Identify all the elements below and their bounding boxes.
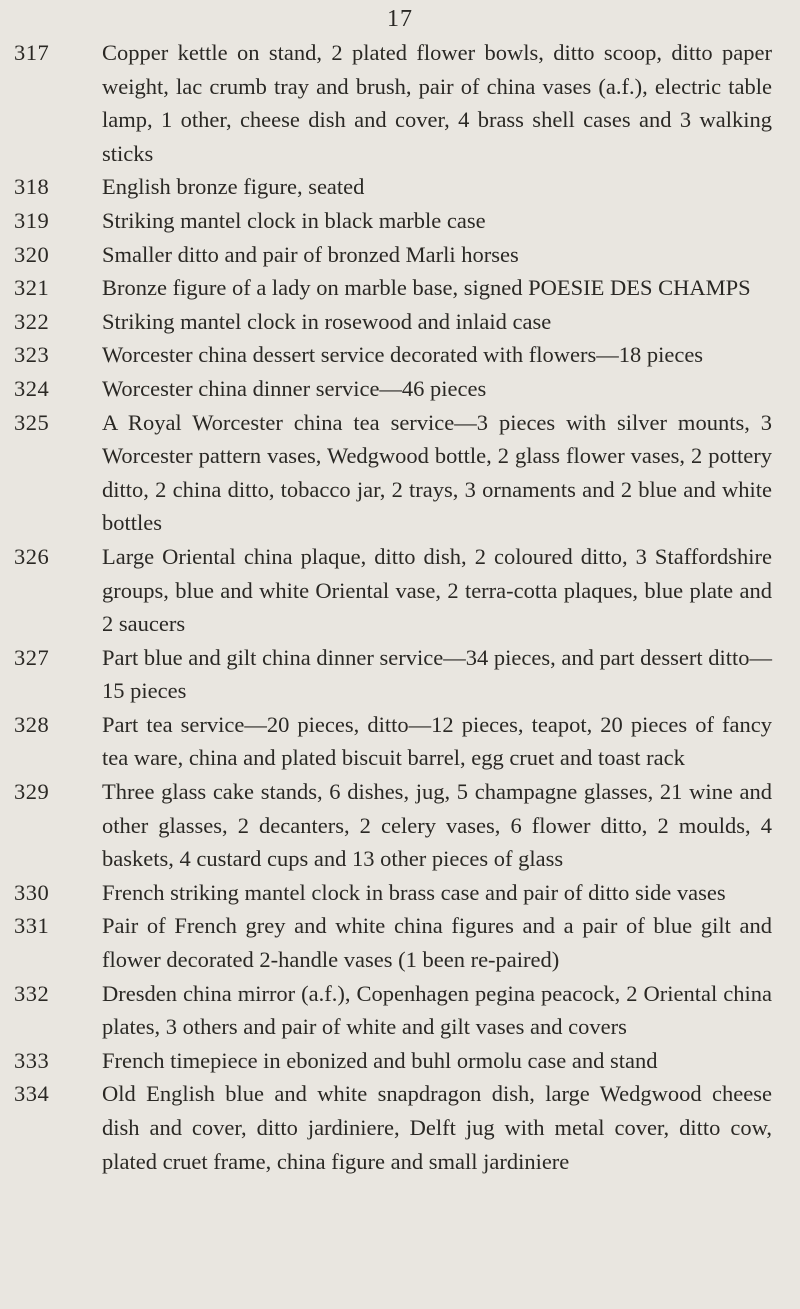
lot-entry: [0, 36, 800, 170]
lot-entry: [0, 977, 800, 1044]
lot-number: 318: [14, 174, 50, 200]
lot-description: Bronze figure of a lady on marble base, signed POESIE DES CHAMPS: [102, 275, 751, 301]
lot-description: A Royal Worcester china tea service—3 pieces with silver mounts, 3 Worcester pattern vases, Wedgwood bottle, 2 glass flower vases, 2 pottery ditto, 2 china ditto, tobacco jar, 2 trays, 3 ornaments and 2 blue and white bottles: [102, 409, 772, 536]
lot-entry: [0, 271, 800, 305]
lot-entry: [0, 204, 800, 238]
lot-number: 327: [14, 644, 50, 670]
lot-number: 326: [14, 543, 50, 569]
lot-description: Three glass cake stands, 6 dishes, jug, 5 champagne glasses, 21 wine and other glasses, 2 decanters, 2 celery vases, 6 flower ditto, 2 moulds, 4 baskets, 4 custard cups and 13 other pieces of glass: [102, 779, 772, 872]
lot-entry: [0, 170, 800, 204]
lot-number: 333: [14, 1047, 50, 1073]
lot-description: Old English blue and white snapdragon dish, large Wedgwood cheese dish and cover, ditto jardiniere, Delft jug with metal cover, ditto cow, plated cruet frame, china figure and small jardiniere: [102, 1081, 772, 1174]
lot-description: Part tea service—20 pieces, ditto—12 pieces, teapot, 20 pieces of fancy tea ware, china and plated biscuit barrel, egg cruet and toast rack: [102, 711, 772, 771]
lot-number: 319: [14, 207, 50, 233]
lot-description: Worcester china dinner service—46 pieces: [102, 375, 487, 401]
lot-number: 317: [14, 40, 50, 65]
lot-number: 325: [14, 409, 50, 435]
lot-entry: [0, 1077, 800, 1178]
lot-description: Pair of French grey and white china figures and a pair of blue gilt and flower decorated 2-handle vases (1 been re-paired): [102, 913, 772, 973]
lot-number: 328: [14, 711, 50, 737]
lot-entry: [0, 775, 800, 876]
lot-entry: [0, 540, 800, 641]
lot-description: Copper kettle on stand, 2 plated flower bowls, ditto scoop, ditto paper weight, lac crumb tray and brush, pair of china vases (a.f.), electric table lamp, 1 other, cheese dish and cover, 4 brass shell cases and 3 walking sticks: [102, 40, 772, 166]
lot-entry: [0, 338, 800, 372]
lot-description: English bronze figure, seated: [102, 174, 365, 200]
lot-entry: [0, 876, 800, 910]
lot-entry: [0, 305, 800, 339]
lot-number: 332: [14, 980, 50, 1006]
lot-number: 330: [14, 879, 50, 905]
lot-number: 320: [14, 241, 50, 267]
lot-list: [0, 36, 800, 1178]
lot-description: Worcester china dessert service decorated with flowers—18 pieces: [102, 342, 704, 368]
lot-entry: [0, 406, 800, 540]
lot-entry: [0, 1044, 800, 1078]
lot-entry: [0, 238, 800, 272]
lot-description: Part blue and gilt china dinner service—34 pieces, and part dessert ditto—15 pieces: [102, 644, 772, 704]
lot-number: 323: [14, 342, 50, 368]
lot-number: 322: [14, 308, 50, 334]
lot-number: 321: [14, 275, 50, 301]
lot-number: 334: [14, 1081, 50, 1107]
lot-description: Striking mantel clock in black marble case: [102, 207, 486, 233]
lot-number: 329: [14, 779, 50, 805]
page-number: 17: [387, 6, 413, 32]
lot-number: 324: [14, 375, 50, 401]
lot-description: French striking mantel clock in brass case and pair of ditto side vases: [102, 879, 726, 905]
lot-description: Dresden china mirror (a.f.), Copenhagen pegina peacock, 2 Oriental china plates, 3 others and pair of white and gilt vases and covers: [102, 980, 772, 1040]
lot-number: 331: [14, 913, 50, 939]
lot-entry: [0, 909, 800, 976]
lot-entry: [0, 372, 800, 406]
lot-description: Large Oriental china plaque, ditto dish, 2 coloured ditto, 3 Staffordshire groups, blue and white Oriental vase, 2 terra-cotta plaques, blue plate and 2 saucers: [102, 543, 772, 637]
lot-entry: [0, 641, 800, 708]
lot-description: Striking mantel clock in rosewood and inlaid case: [102, 308, 552, 334]
lot-description: Smaller ditto and pair of bronzed Marli horses: [102, 241, 519, 267]
lot-description: French timepiece in ebonized and buhl ormolu case and stand: [102, 1047, 658, 1073]
lot-entry: [0, 708, 800, 775]
